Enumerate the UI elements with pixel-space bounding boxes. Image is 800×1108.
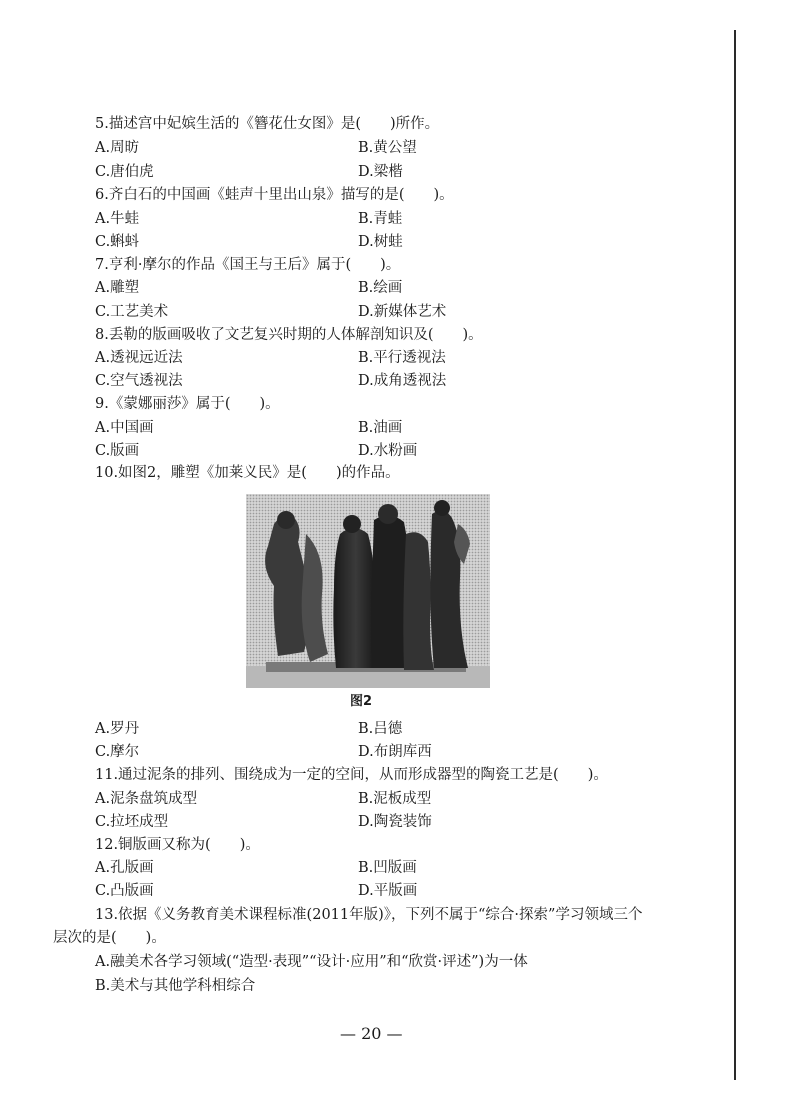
question-6-option-b: B.青蛙 [358,211,403,227]
question-5-option-a: A.周昉 [95,140,140,156]
question-12-option-a: A.孔版画 [95,860,154,876]
question-13-option-a: A.融美术各学习领域(“造型·表现”“设计·应用”和“欣赏·评述”)为一体 [95,954,528,970]
question-13-stem-continued: 层次的是( )。 [53,930,166,946]
question-9-option-d: D.水粉画 [358,443,418,459]
question-8-option-b: B.平行透视法 [358,350,446,366]
question-8-stem: 8.丢勒的版画吸收了文艺复兴时期的人体解剖知识及( )。 [95,327,483,343]
question-7-option-b: B.绘画 [358,280,403,296]
question-5-stem: 5.描述宫中妃嫔生活的《簪花仕女图》是( )所作。 [95,116,440,132]
question-11-option-a: A.泥条盘筑成型 [95,791,198,807]
question-6-option-c: C.蝌蚪 [95,234,140,250]
question-13-stem: 13.依据《义务教育美术课程标准(2011年版)》，下列不属于“综合·探索”学习领域三个 [95,907,643,923]
question-10-option-a: A.罗丹 [95,721,140,737]
question-9-stem: 9.《蒙娜丽莎》属于( )。 [95,396,280,412]
question-11-option-d: D.陶瓷装饰 [358,814,432,830]
question-10-option-c: C.摩尔 [95,744,140,760]
question-8-option-d: D.成角透视法 [358,373,447,389]
sculpture-photo [246,494,490,688]
question-9-option-a: A.中国画 [95,420,154,436]
figure-caption: 图2 [350,694,373,709]
question-6-option-d: D.树蛙 [358,234,403,250]
question-9-option-b: B.油画 [358,420,403,436]
page-edge-rule [734,30,736,1080]
question-13-option-b: B.美术与其他学科相综合 [95,978,256,994]
question-8-option-c: C.空气透视法 [95,373,183,389]
question-11-option-c: C.拉坯成型 [95,814,169,830]
question-10-option-d: D.布朗库西 [358,744,432,760]
question-12-stem: 12.铜版画又称为( )。 [95,837,260,853]
question-5-option-d: D.梁楷 [358,164,403,180]
question-12-option-d: D.平版画 [358,883,418,899]
question-6-stem: 6.齐白石的中国画《蛙声十里出山泉》描写的是( )。 [95,187,454,203]
question-8-option-a: A.透视远近法 [95,350,183,366]
question-7-option-a: A.雕塑 [95,280,140,296]
question-7-option-d: D.新媒体艺术 [358,304,447,320]
question-7-stem: 7.亨利·摩尔的作品《国王与王后》属于( )。 [95,257,401,273]
question-5-option-c: C.唐伯虎 [95,164,154,180]
question-7-option-c: C.工艺美术 [95,304,169,320]
question-6-option-a: A.牛蛙 [95,211,140,227]
question-11-stem: 11.通过泥条的排列、围绕成为一定的空间，从而形成器型的陶瓷工艺是( )。 [95,767,608,783]
question-10-stem: 10.如图2，雕塑《加莱义民》是( )的作品。 [95,465,400,481]
question-11-option-b: B.泥板成型 [358,791,432,807]
question-9-option-c: C.版画 [95,443,140,459]
question-12-option-b: B.凹版画 [358,860,417,876]
question-10-option-b: B.吕德 [358,721,403,737]
question-12-option-c: C.凸版画 [95,883,154,899]
page-number: — 20 — [340,1024,403,1043]
question-5-option-b: B.黄公望 [358,140,417,156]
